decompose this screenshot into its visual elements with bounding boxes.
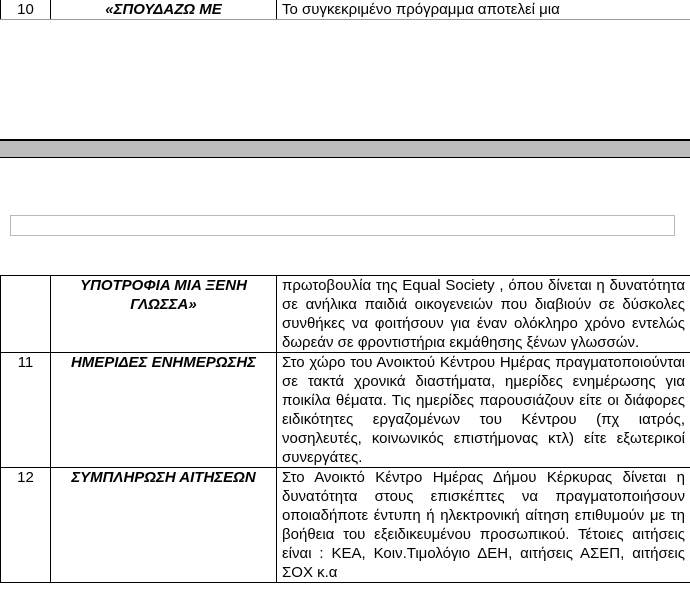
service-description: Το συγκεκριμένο πρόγραμμα αποτελεί μια — [277, 0, 690, 20]
service-title: «ΣΠΟΥΔΑΖΩ ΜΕ — [51, 0, 277, 20]
service-description: Στο Ανοικτό Κέντρο Ημέρας Δήμου Κέρκυρας δίνεται η δυνατότητα στους επισκέπτες να πραγματοποιήσουν οποιαδήποτε έντυπη ή ηλεκτρονική αίτηση επιθυμούν με τη βοήθεια του εξειδικευμένου προσωπικού. Τέτοιες αιτήσεις είναι : ΚΕΑ, Κοιν.Τιμολόγιο ΔΕΗ, αιτήσεις ΑΣΕΠ, αιτήσεις ΣΟΧ κ.α — [277, 468, 690, 583]
table-row — [1, 276, 690, 353]
divider — [0, 19, 690, 20]
row-number — [1, 276, 51, 353]
row-number: 10 — [1, 0, 51, 20]
table-row — [1, 353, 690, 468]
services-table — [0, 275, 690, 583]
service-description: πρωτοβουλία της Equal Society , όπου δίνεται η δυνατότητα σε ανήλικα παιδιά οικογενειών που διαβιούν σε δύσκολες συνθήκες να φοιτήσουν για έναν ολόκληρο χρόνο εντελώς δωρεάν σε φροντιστήρια εκμάθησης ξένων γλωσσών. — [277, 276, 690, 353]
service-title: ΥΠΟΤΡΟΦΙΑ ΜΙΑ ΞΕΝΗ ΓΛΩΣΣΑ» — [51, 276, 277, 353]
empty-text-box — [10, 215, 675, 236]
top-table-fragment — [0, 0, 690, 20]
row-number: 12 — [1, 468, 51, 583]
service-title: ΣΥΜΠΛΗΡΩΣΗ ΑΙΤΗΣΕΩΝ — [51, 468, 277, 583]
row-number: 11 — [1, 353, 51, 468]
page-break-band — [0, 139, 690, 158]
service-description: Στο χώρο του Ανοικτού Κέντρου Ημέρας πραγματοποιούνται σε τακτά χρονικά διαστήματα, ημερίδες ενημέρωσης για ποικίλα θέματα. Τις ημερίδες παρουσιάζουν είτε οι διάφορες ειδικότητες εργαζομένων του Κέντρου (πχ ιατρός, νοσηλευτές, κοινωνικός επιστήμονας κτλ) είτε εξωτερικοί συνεργάτες. — [277, 353, 690, 468]
table-row — [1, 0, 690, 20]
table-row — [1, 468, 690, 583]
service-title: ΗΜΕΡΙΔΕΣ ΕΝΗΜΕΡΩΣΗΣ — [51, 353, 277, 468]
